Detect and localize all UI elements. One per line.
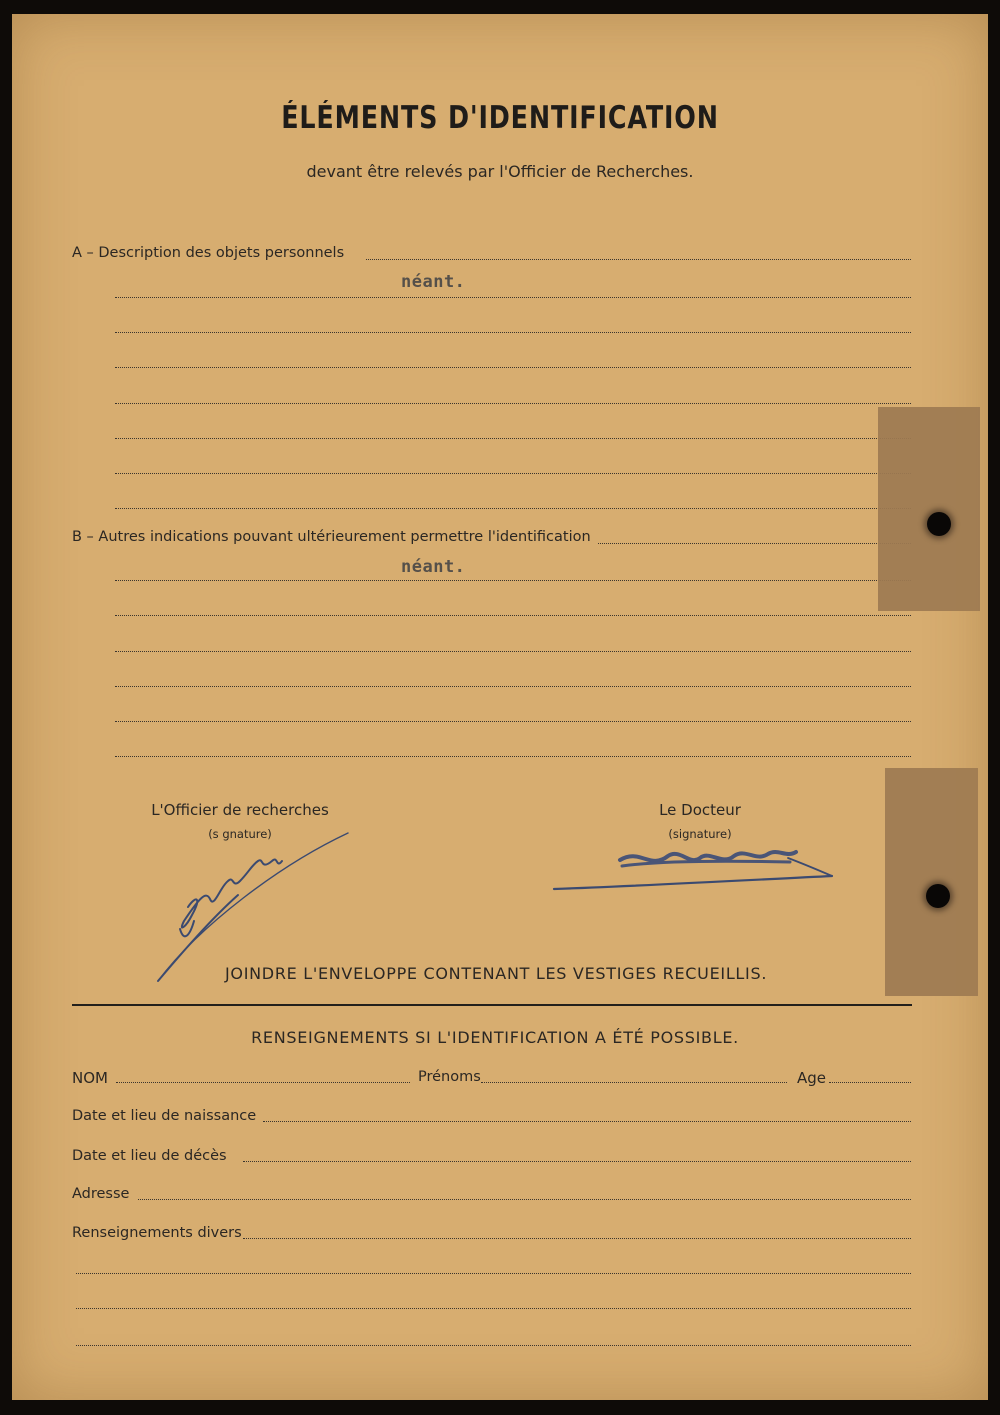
section-divider (72, 1004, 912, 1006)
section-a-line-6 (115, 438, 911, 439)
naissance-field (263, 1121, 911, 1122)
punch-hole-upper (927, 512, 951, 536)
section-a-line-8 (115, 508, 911, 509)
divers-field-4 (76, 1345, 911, 1346)
tape-strip-upper (878, 407, 980, 611)
punch-hole-lower (926, 884, 950, 908)
section-a-line-7 (115, 473, 911, 474)
officer-signature-note: (s gnature) (208, 827, 272, 841)
age-label: Age (797, 1069, 827, 1087)
section-b-line-3 (115, 615, 911, 616)
doctor-title: Le Docteur (659, 801, 741, 819)
section-b-typed-value: néant. (401, 557, 466, 577)
tape-strip-lower (885, 768, 978, 996)
section-b-line-2 (115, 580, 911, 581)
instruction-text: JOINDRE L'ENVELOPPE CONTENANT LES VESTIGES RECUEILLIS. (225, 964, 768, 983)
section-b-line-4 (115, 651, 911, 652)
nom-field (116, 1082, 410, 1083)
section-a-line-3 (115, 332, 911, 333)
divers-field-1 (243, 1238, 911, 1239)
prenoms-field (481, 1082, 787, 1083)
age-field (829, 1082, 911, 1083)
section-a-line-2 (115, 297, 911, 298)
nom-label: NOM (72, 1069, 108, 1087)
section-a-line-1 (366, 259, 911, 260)
adresse-field (138, 1199, 911, 1200)
deces-label: Date et lieu de décès (72, 1148, 227, 1164)
info-heading: RENSEIGNEMENTS SI L'IDENTIFICATION A ÉTÉ POSSIBLE. (251, 1028, 739, 1047)
section-b-line-6 (115, 721, 911, 722)
section-a-label: A – Description des objets personnels (72, 245, 345, 261)
section-a-line-4 (115, 367, 911, 368)
section-a-typed-value: néant. (401, 272, 466, 292)
divers-field-2 (76, 1273, 911, 1274)
form-title: ÉLÉMENTS D'IDENTIFICATION (281, 100, 719, 136)
section-a-line-5 (115, 403, 911, 404)
prenoms-label: Prénoms (418, 1069, 481, 1085)
section-b-line-5 (115, 686, 911, 687)
divers-label: Renseignements divers (72, 1225, 242, 1241)
section-b-line-7 (115, 756, 911, 757)
doctor-signature-note: (signature) (668, 827, 732, 841)
doctor-signature-icon (550, 840, 840, 900)
deces-field (243, 1161, 911, 1162)
form-subtitle: devant être relevés par l'Officier de Recherches. (306, 162, 694, 181)
divers-field-3 (76, 1308, 911, 1309)
naissance-label: Date et lieu de naissance (72, 1108, 257, 1124)
section-b-line-1 (598, 543, 911, 544)
section-b-label: B – Autres indications pouvant ultérieurement permettre l'identification (72, 529, 591, 545)
form-sheet (12, 14, 988, 1400)
officer-title: L'Officier de recherches (151, 801, 329, 819)
adresse-label: Adresse (72, 1186, 130, 1202)
